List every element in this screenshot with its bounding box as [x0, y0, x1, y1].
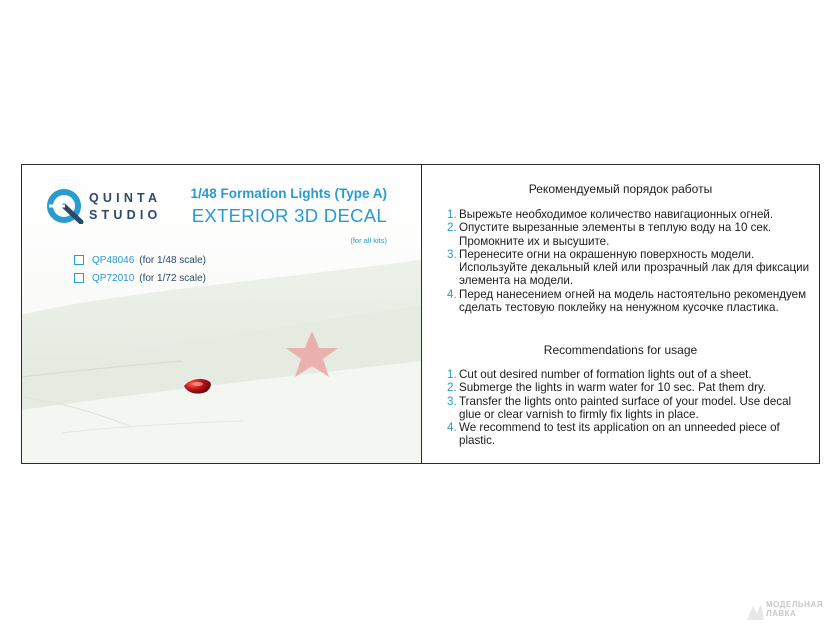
- product-note: (for all kits): [350, 236, 387, 245]
- list-item: 4. Перед нанесением огней на модель настоятельно рекомендуем сделать тестовую поклейку на ненужном кусочке пластика.: [447, 287, 807, 315]
- list-item: 4. We recommend to test its application on an unneeded piece of plastic.: [447, 421, 780, 448]
- option-code: QP72010: [92, 272, 135, 284]
- list-item: 3. Перенесите огни на окрашенную поверхность модели. Используйте декальный клей или прозрачный лак для фиксации элемента на модели.: [447, 247, 810, 288]
- list-item: 2. Submerge the lights in warm water for 10 sec. Pat them dry.: [447, 381, 767, 395]
- watermark-line-2: ЛАВКА: [766, 609, 797, 618]
- instruction-card: [21, 164, 820, 464]
- list-item: 1. Вырежьте необходимое количество навигационных огней.: [447, 208, 774, 221]
- option-scale: (for 1/72 scale): [139, 272, 206, 284]
- product-subtitle: EXTERIOR 3D DECAL: [191, 205, 387, 226]
- product-panel: [22, 165, 421, 463]
- option-code: QP48046: [92, 254, 135, 266]
- instructions-heading-en: Recommendations for usage: [543, 343, 698, 357]
- option-scale: (for 1/48 scale): [139, 254, 206, 266]
- instructions-list-en: [447, 368, 812, 448]
- list-item: 2. Опустите вырезанные элементы в теплую воду на 10 сек. Промокните их и высушите.: [447, 221, 772, 248]
- watermark-line-1: МОДЕЛЬНАЯ: [766, 600, 823, 609]
- checkbox-icon: [74, 255, 84, 265]
- list-item: 3. Transfer the lights onto painted surface of your model. Use decal glue or clear varnish to firmly fix lights in place.: [447, 394, 792, 421]
- brand-name: [89, 190, 161, 224]
- brand-line-1: QUINTA: [89, 191, 162, 205]
- option-qp48046: [74, 253, 206, 267]
- product-title: 1/48 Formation Lights (Type A): [190, 186, 387, 201]
- instructions-heading-ru: Рекомендуемый порядок работы: [528, 182, 713, 196]
- instructions-panel: [422, 165, 819, 463]
- instructions-list-ru: [447, 208, 812, 314]
- shop-watermark: [766, 600, 823, 618]
- option-qp72010: [74, 271, 206, 285]
- list-item: 1. Cut out desired number of formation lights out of a sheet.: [447, 368, 752, 381]
- brand-line-2: STUDIO: [89, 208, 162, 222]
- checkbox-icon: [74, 273, 84, 283]
